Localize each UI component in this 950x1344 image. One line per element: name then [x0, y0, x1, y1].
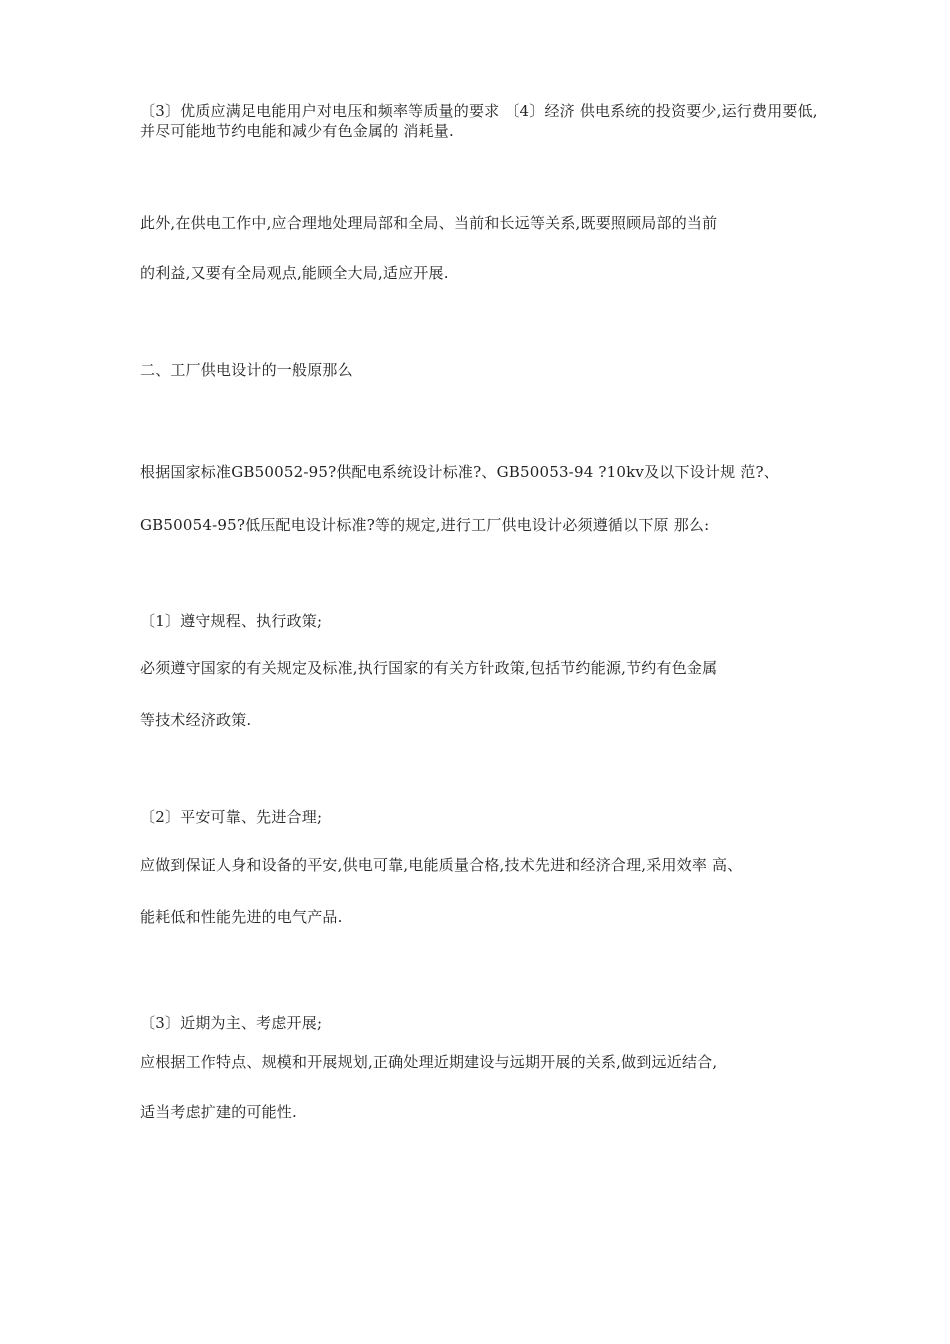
item-1-text-line-1: 必须遵守国家的有关规定及标准,执行国家的有关方针政策,包括节约能源,节约有色金属 [140, 659, 718, 677]
item-2-title: 〔2〕平安可靠、先进合理; [140, 808, 323, 826]
item-3-title: 〔3〕近期为主、考虑开展; [140, 1014, 323, 1032]
item-2-text-line-2: 能耗低和性能先进的电气产品. [140, 908, 343, 926]
paragraph-standards-line-2: GB50054-95?低压配电设计标准?等的规定,进行工厂供电设计必须遵循以下原 那么: [140, 516, 710, 534]
item-3-text-line-1: 应根据工作特点、规模和开展规划,正确处理近期建设与远期开展的关系,做到远近结合, [140, 1053, 718, 1071]
item-1-text-line-2: 等技术经济政策. [140, 711, 252, 729]
paragraph-quality-economy: 〔3〕优质应满足电能用户对电压和频率等质量的要求 〔4〕经济 供电系统的投资要少,运行费用要低,并尽可能地节约电能和减少有色金属的 消耗量. [140, 102, 818, 140]
item-1-title: 〔1〕遵守规程、执行政策; [140, 612, 323, 630]
item-2-text-line-1: 应做到保证人身和设备的平安,供电可靠,电能质量合格,技术先进和经济合理,采用效率 高、 [140, 856, 743, 874]
paragraph-relations-line-2: 的利益,又要有全局观点,能顾全大局,适应开展. [140, 264, 449, 282]
item-3-text-line-2: 适当考虑扩建的可能性. [140, 1103, 297, 1121]
section-heading-design-principles: 二、工厂供电设计的一般原那么 [140, 361, 353, 379]
paragraph-relations-line-1: 此外,在供电工作中,应合理地处理局部和全局、当前和长远等关系,既要照顾局部的当前 [140, 214, 718, 232]
paragraph-standards-line-1: 根据国家标准GB50052-95?供配电系统设计标准?、GB50053-94 ?10kv及以下设计规 范?、 [140, 463, 779, 481]
